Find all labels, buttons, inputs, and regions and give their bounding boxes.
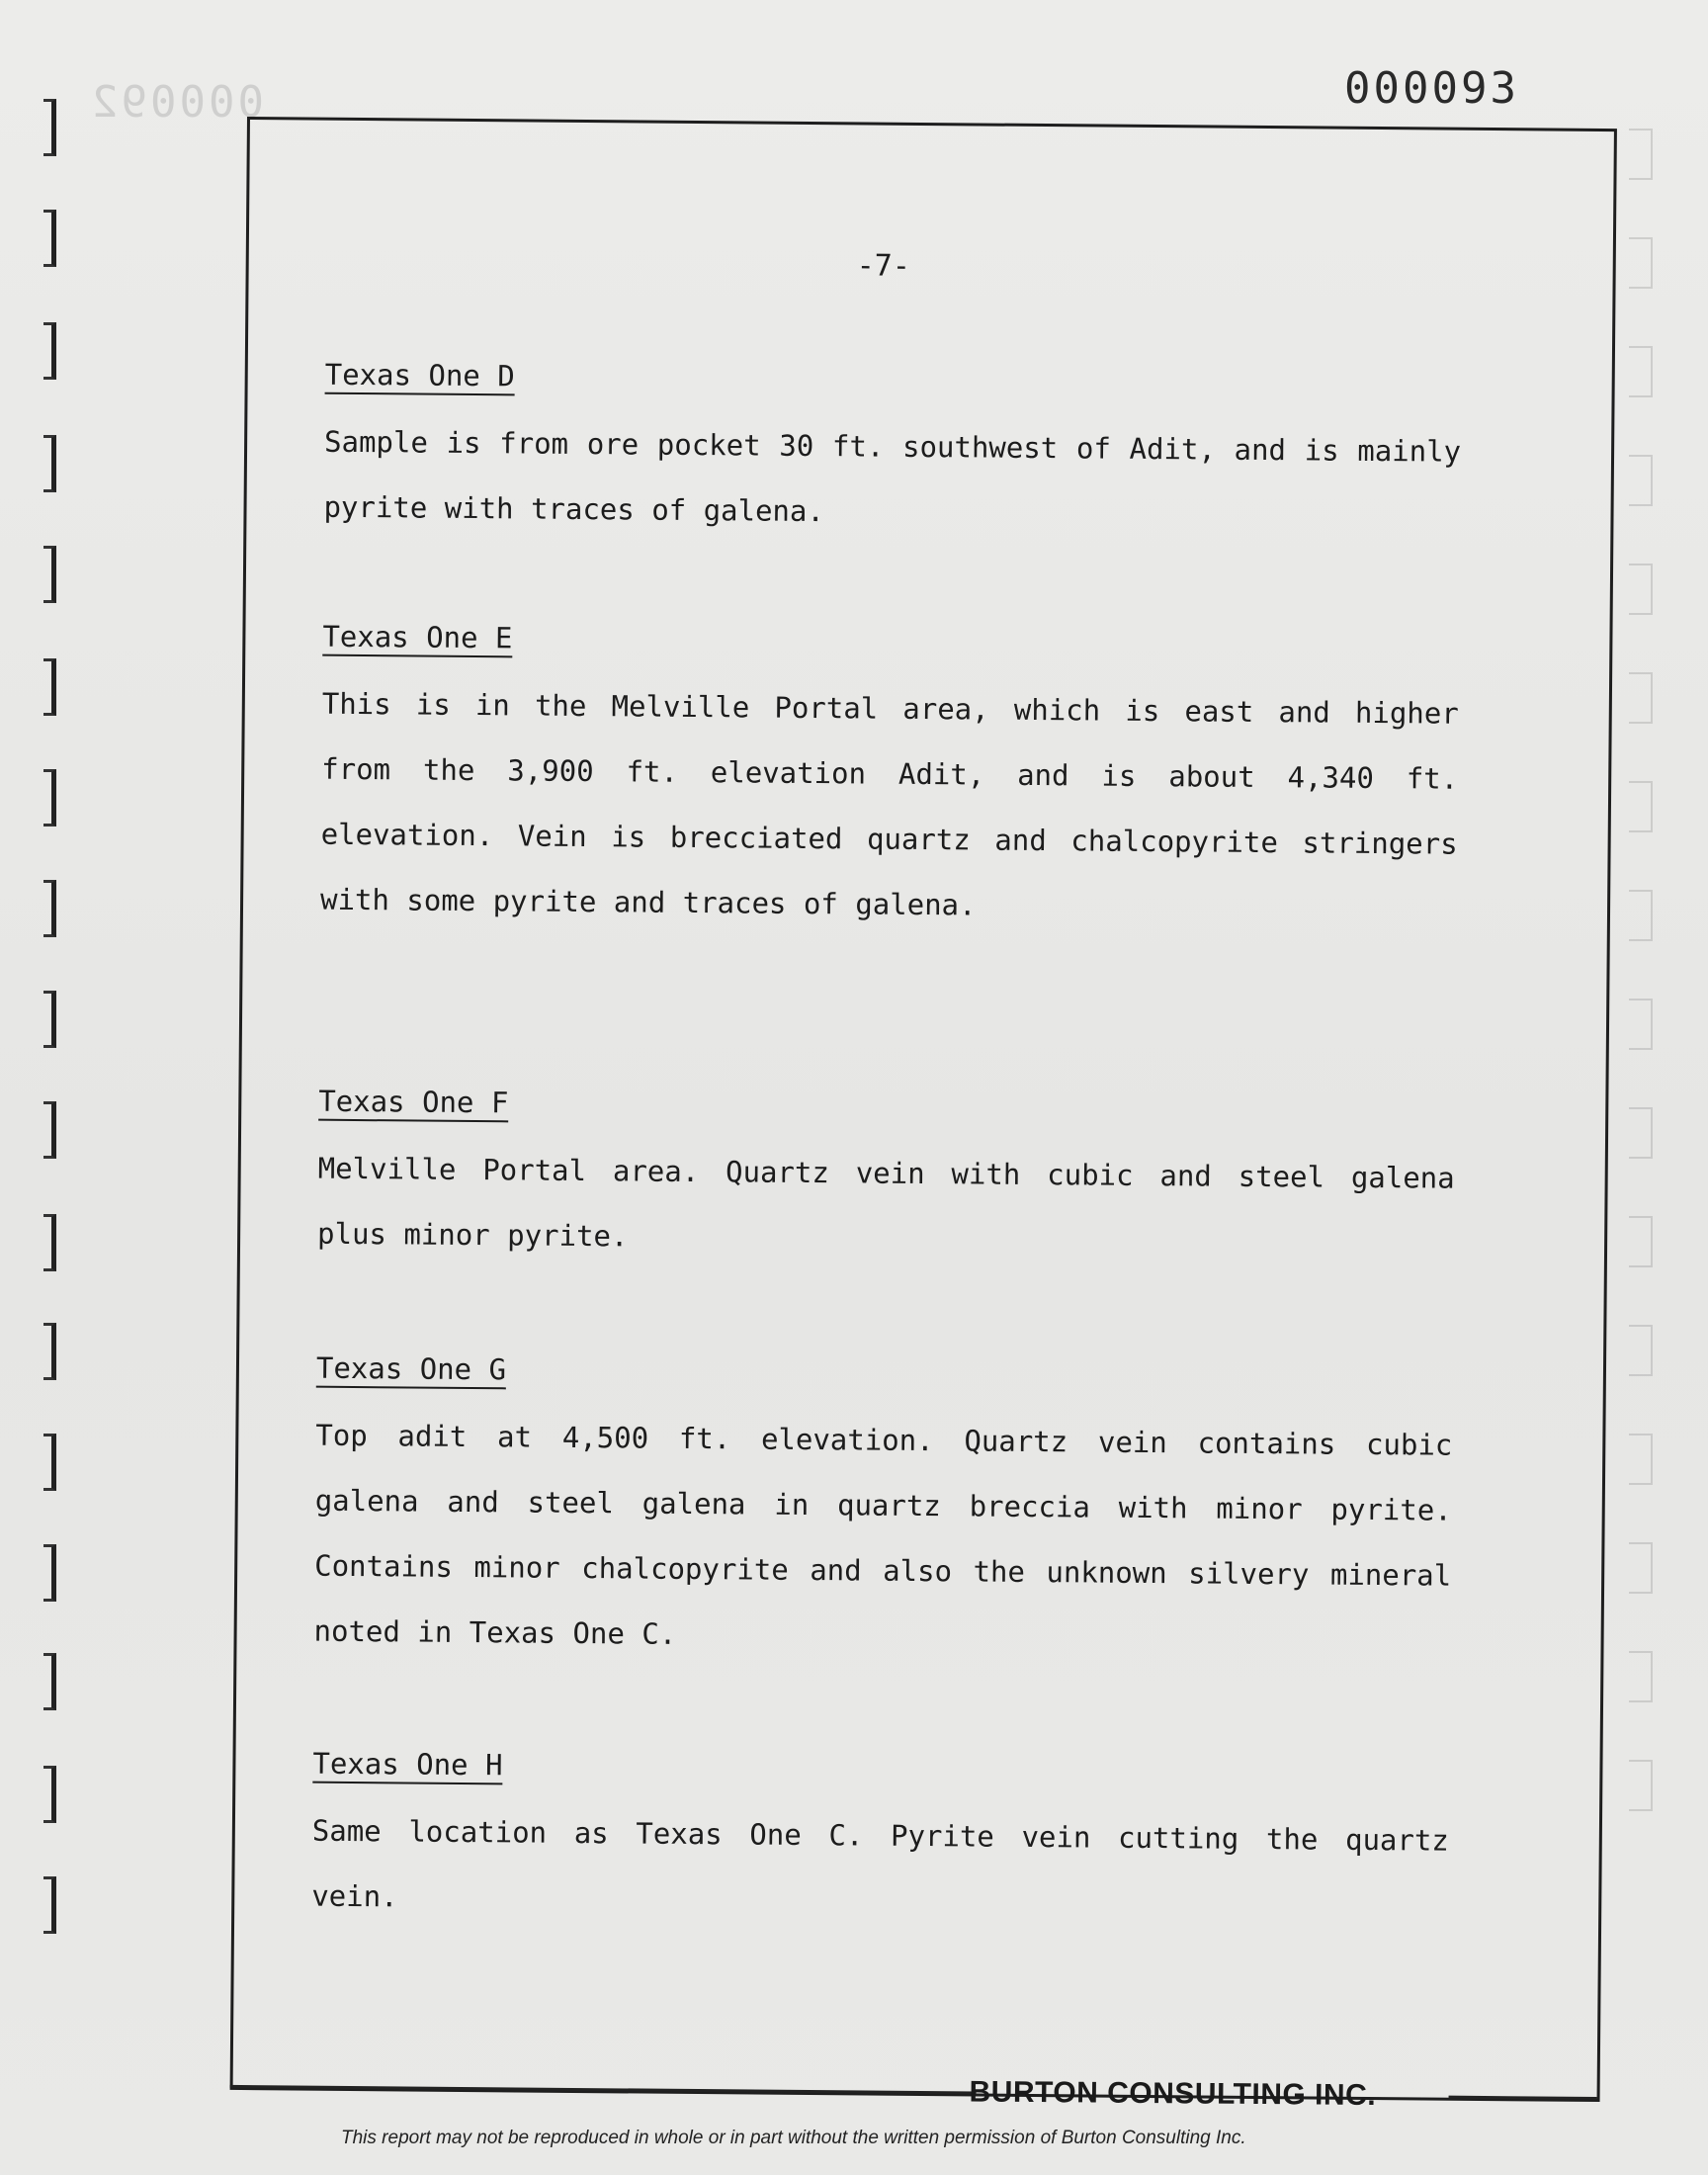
binding-mark [43,1766,56,1823]
binding-mark [43,1653,56,1710]
section-title: Texas One E [322,619,513,655]
section-title: Texas One G [315,1350,507,1387]
section-body: This is in the Melville Portal area, which is east and higher from the 3,900 ft. elevation Adit, and is about 4,340 ft. elevation. Vein is brecciated quartz and chalcopyrite stringers with some pyrite and traces of galena. [319,686,1459,922]
binding-mark [43,1544,56,1602]
binding-mark [43,1323,56,1380]
binding-mark [43,99,56,156]
binding-mark [43,658,56,716]
section-body: Melville Portal area. Quartz vein with cubic and steel galena plus minor pyrite. [316,1151,1455,1254]
section-body: Same location as Texas One C. Pyrite vein cutting the quartz vein. [311,1813,1449,1914]
report-frame [230,117,1617,2113]
page-number: -7- [856,248,911,284]
binding-mark [43,435,56,492]
binding-mark [43,991,56,1048]
section-texas-one-g [313,1351,1453,1674]
bleed-through-number: 000092 [89,77,264,128]
section-texas-one-f [317,1085,1456,1276]
bleed-through-tabs [1621,129,1680,2056]
binding-mark [43,1876,56,1934]
copyright-disclaimer: This report may not be reproduced in whole or in part without the written permission of Burton Consulting Inc. [341,2128,1246,2148]
company-name: BURTON CONSULTING INC. [969,2075,1377,2113]
binding-mark [43,546,56,603]
footer-rule [1449,2096,1597,2100]
document-number: 000093 [1344,63,1519,114]
section-texas-one-h [311,1747,1450,1939]
section-title: Texas One F [318,1084,509,1120]
binding-mark [43,1214,56,1271]
binding-mark [43,880,56,937]
section-texas-one-e [320,620,1460,942]
binding-mark [43,322,56,380]
binding-strip [38,99,67,2056]
binding-mark [43,210,56,267]
section-title: Texas One H [312,1746,503,1783]
binding-mark [43,769,56,826]
section-title: Texas One D [324,357,515,393]
binding-mark [43,1434,56,1491]
binding-mark [43,1101,56,1159]
section-body: Top adit at 4,500 ft. elevation. Quartz vein contains cubic galena and steel galena in quartz breccia with minor pyrite. Contains minor chalcopyrite and also the unknown silvery mineral noted in Texas One C. [313,1418,1453,1651]
section-body: Sample is from ore pocket 30 ft. southwest of Adit, and is mainly pyrite with traces of galena. [323,424,1462,529]
section-texas-one-d [323,358,1462,550]
